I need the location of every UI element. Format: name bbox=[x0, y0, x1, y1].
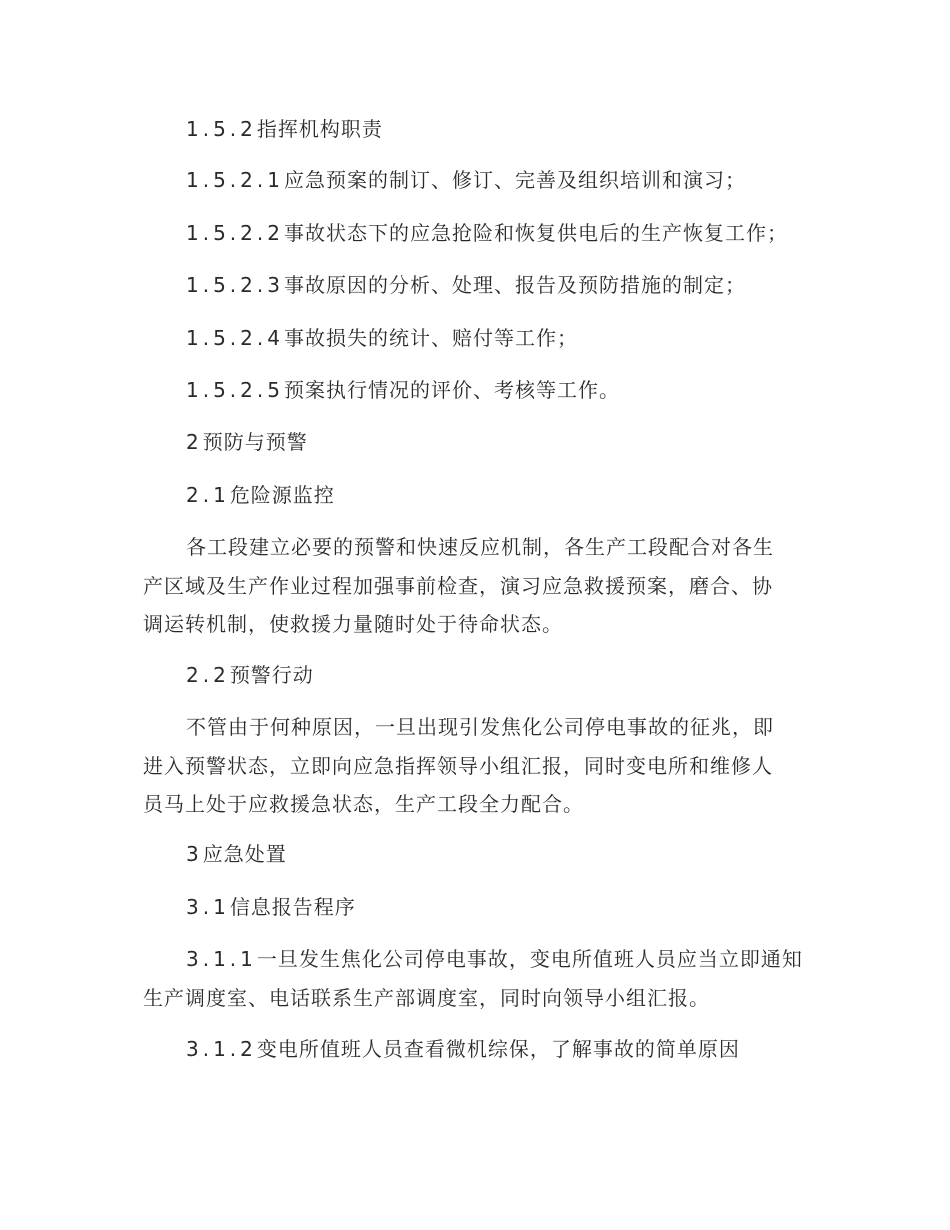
item-3-1-1 bbox=[186, 945, 803, 973]
item-text: 事故状态下的应急抢险和恢复供电后的生产恢复工作； bbox=[283, 221, 788, 245]
item-number: 1.5.2.1 bbox=[186, 168, 284, 192]
paragraph-text: 员马上处于应救援急状态，生产工段全力配合。 bbox=[143, 792, 584, 816]
heading-3-1 bbox=[186, 893, 356, 921]
item-text: 事故原因的分析、处理、报告及预防措施的制定； bbox=[283, 273, 746, 297]
paragraph-text: 不管由于何种原因，一旦出现引发焦化公司停电事故的征兆，即 bbox=[186, 715, 774, 739]
item-1-5-2-1 bbox=[186, 166, 746, 194]
section-title: 危险源监控 bbox=[229, 483, 335, 507]
item-number: 1.5.2.2 bbox=[186, 221, 284, 245]
paragraph-text: 进入预警状态，立即向应急指挥领导小组汇报，同时变电所和维修人 bbox=[143, 754, 773, 778]
paragraph-line bbox=[143, 572, 773, 600]
item-number: 1.5.2.5 bbox=[186, 378, 284, 402]
section-number: 1.5.2 bbox=[186, 117, 257, 141]
section-number: 3 bbox=[186, 842, 203, 866]
item-text: 应急预案的制订、修订、完善及组织培训和演习； bbox=[283, 168, 746, 192]
heading-3 bbox=[186, 840, 287, 868]
section-title: 预防与预警 bbox=[202, 430, 308, 454]
paragraph-line bbox=[143, 610, 563, 638]
paragraph-line bbox=[186, 713, 774, 741]
paragraph-line bbox=[143, 752, 773, 780]
heading-1-5-2 bbox=[186, 115, 383, 143]
item-number: 3.1.1 bbox=[186, 947, 257, 971]
item-1-5-2-4 bbox=[186, 324, 578, 352]
item-number: 1.5.2.4 bbox=[186, 326, 284, 350]
item-3-1-2 bbox=[186, 1035, 740, 1063]
paragraph-text: 生产调度室、电话联系生产部调度室，同时向领导小组汇报。 bbox=[143, 986, 710, 1010]
paragraph-line bbox=[143, 984, 710, 1012]
item-text: 预案执行情况的评价、考核等工作。 bbox=[283, 378, 620, 402]
paragraph-line bbox=[186, 533, 774, 561]
item-number: 3.1.2 bbox=[186, 1037, 257, 1061]
section-number: 2.2 bbox=[186, 663, 230, 687]
section-number: 2.1 bbox=[186, 483, 230, 507]
paragraph-text: 产区域及生产作业过程加强事前检查，演习应急救援预案，磨合、协 bbox=[143, 574, 773, 598]
section-number: 3.1 bbox=[186, 895, 230, 919]
paragraph-text: 调运转机制，使救援力量随时处于待命状态。 bbox=[143, 612, 563, 636]
item-text: 变电所值班人员查看微机综保，了解事故的简单原因 bbox=[256, 1037, 740, 1061]
item-1-5-2-5 bbox=[186, 376, 620, 404]
item-1-5-2-3 bbox=[186, 271, 746, 299]
paragraph-text: 各工段建立必要的预警和快速反应机制，各生产工段配合对各生 bbox=[186, 535, 774, 559]
heading-2 bbox=[186, 428, 308, 456]
item-number: 1.5.2.3 bbox=[186, 273, 284, 297]
paragraph-line bbox=[143, 790, 584, 818]
section-title: 预警行动 bbox=[229, 663, 314, 687]
section-title: 信息报告程序 bbox=[229, 895, 356, 919]
heading-2-1 bbox=[186, 481, 335, 509]
heading-2-2 bbox=[186, 661, 314, 689]
item-text: 事故损失的统计、赔付等工作； bbox=[283, 326, 578, 350]
item-text: 一旦发生焦化公司停电事故，变电所值班人员应当立即通知 bbox=[256, 947, 803, 971]
section-title: 应急处置 bbox=[202, 842, 287, 866]
section-number: 2 bbox=[186, 430, 203, 454]
section-title: 指挥机构职责 bbox=[256, 117, 383, 141]
item-1-5-2-2 bbox=[186, 219, 788, 247]
